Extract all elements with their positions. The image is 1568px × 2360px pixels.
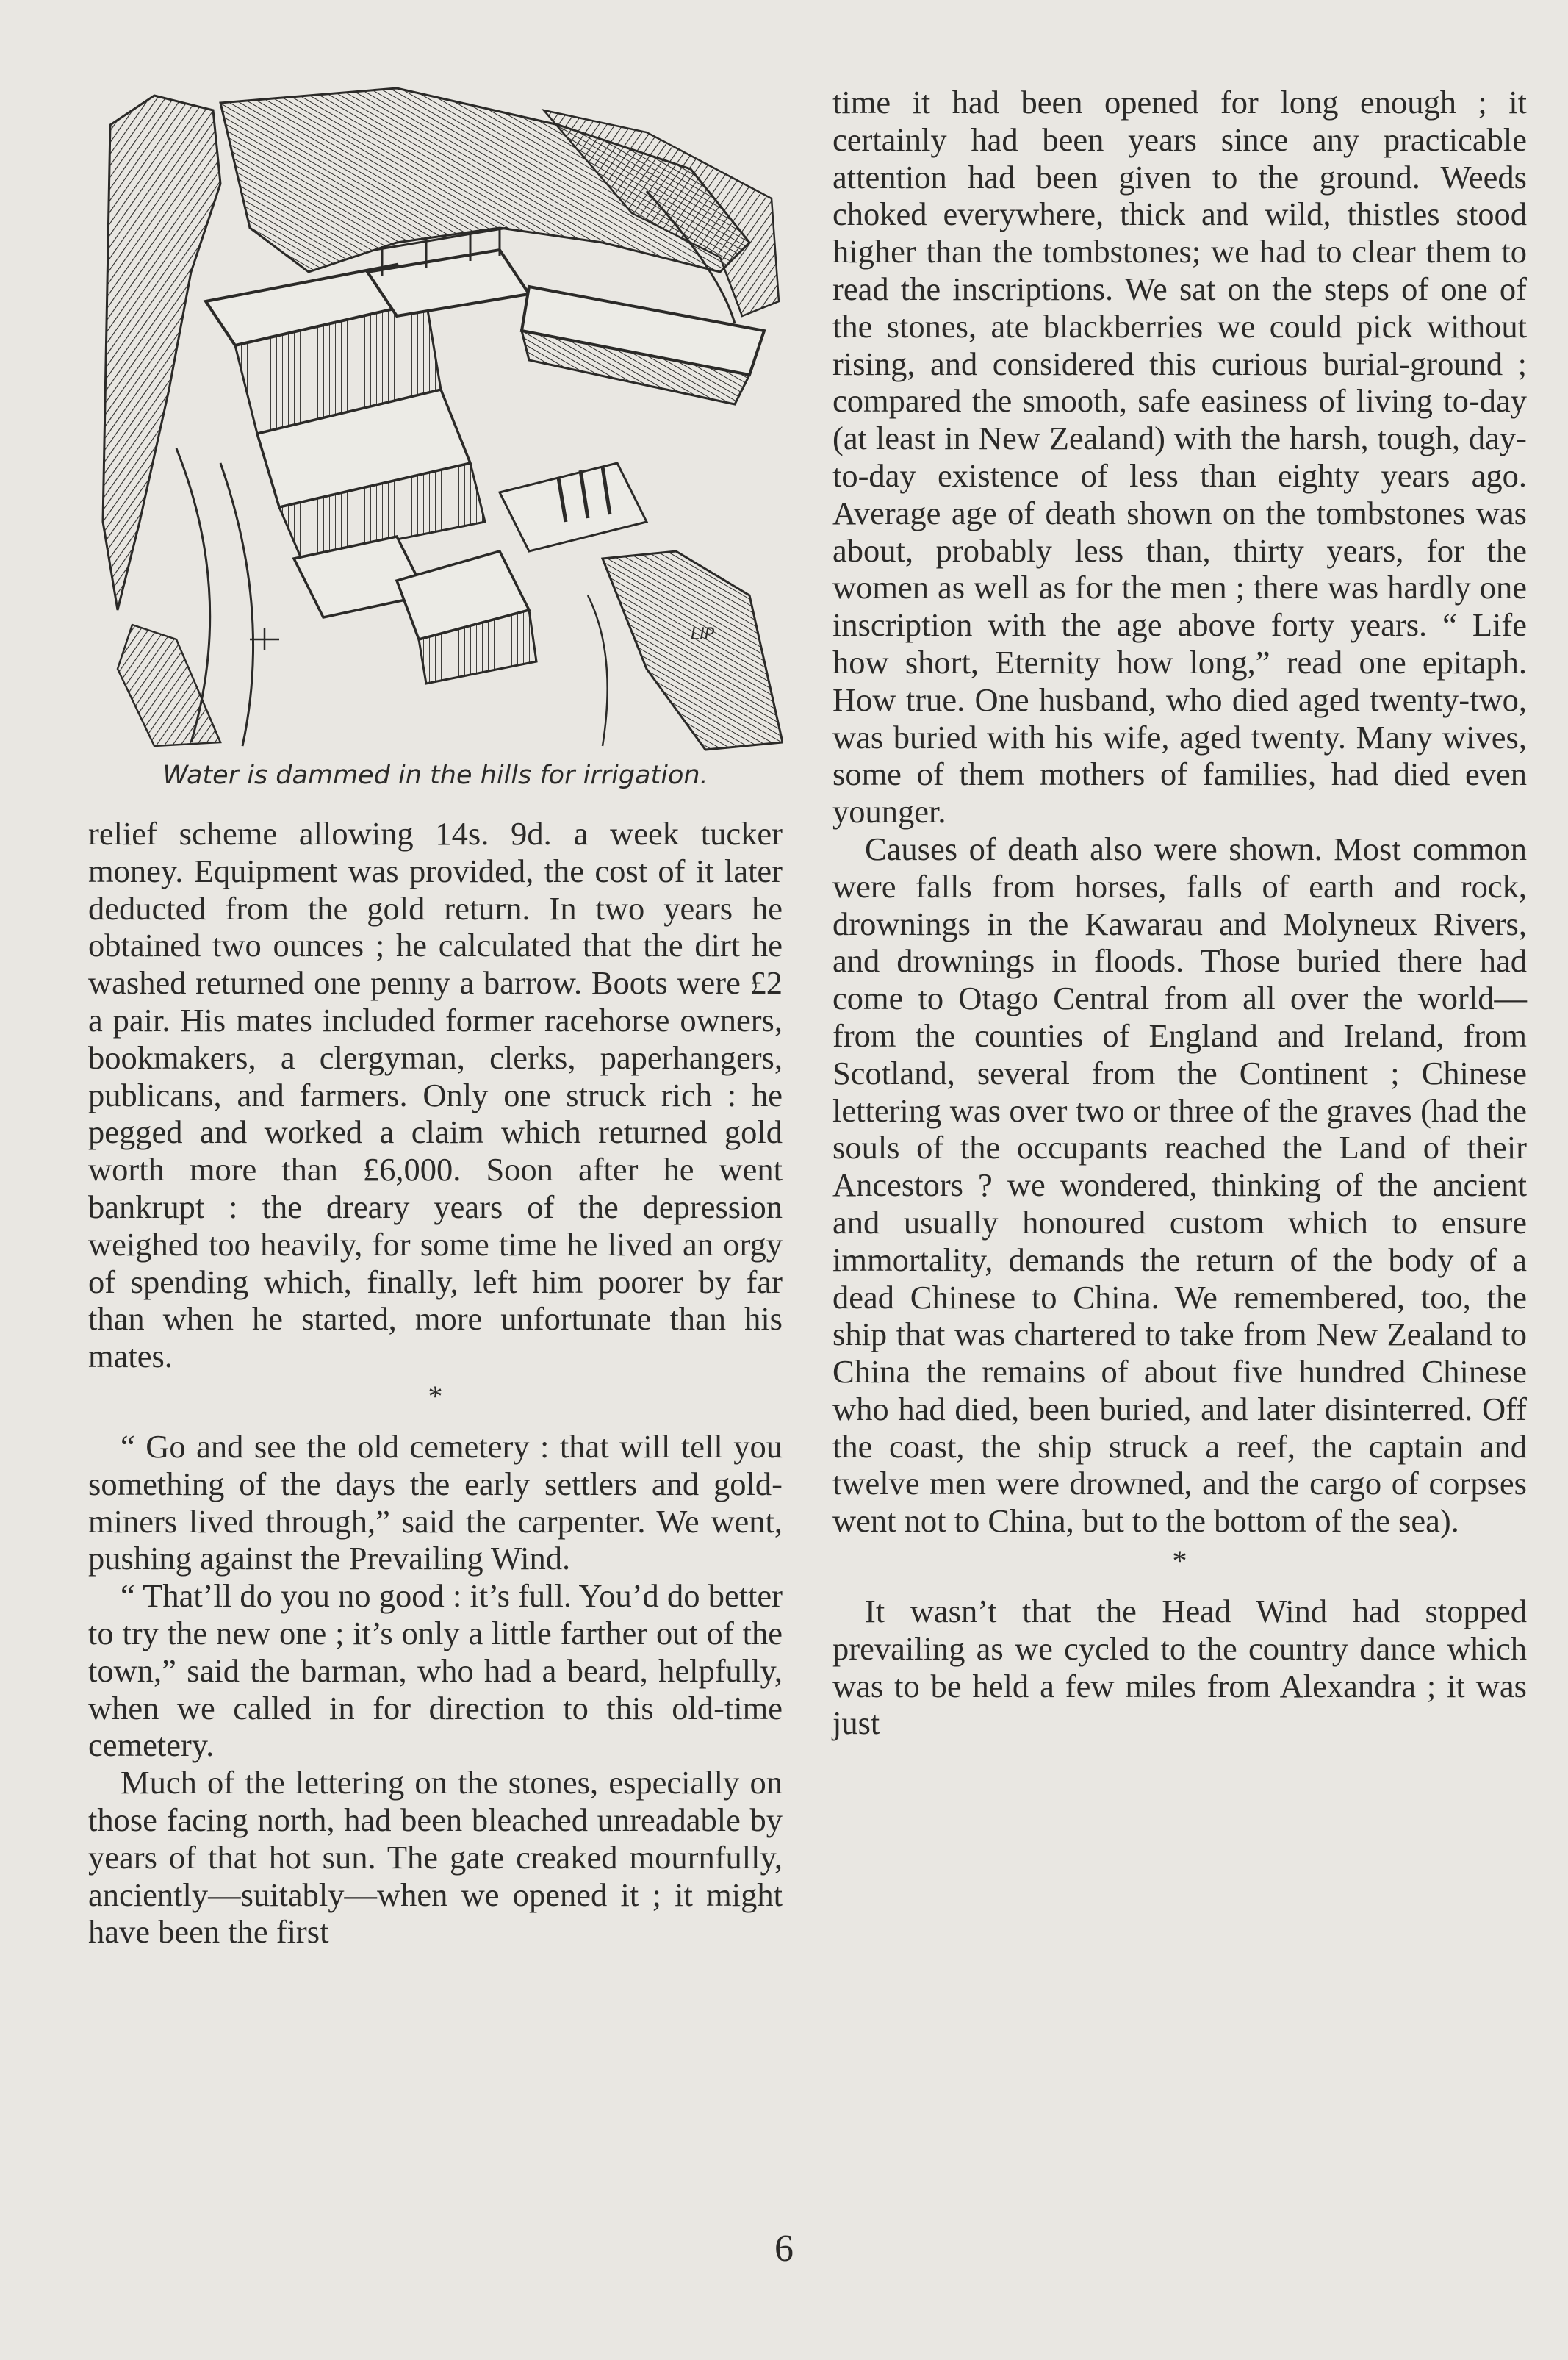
right-column (832, 84, 1527, 1742)
dam-illustration (88, 81, 783, 790)
paragraph: time it had been opened for long enough ; it certainly had been years since any practicable attention had been given to the ground. Weeds choked everywhere, thick and wild, thistles stood higher than the tombstones; we had to clear them to read the inscriptions. We sat on the steps of one of the stones, ate blackberries we could pick without rising, and considered this curious burial-ground ; compared the smooth, safe easiness of living to-day (at least in New Zealand) with the harsh, tough, day-to-day existence of less than eighty years ago. Average age of death shown on the tombstones was about, probably less than, thirty years, for the women as well as for the men ; there was hardly one inscription with the age above forty years. “ Life how short, Eternity how long,” read one epitaph. How true. One husband, who died aged twenty-two, was buried with his wife, aged twenty. Many wives, some of them mothers of families, had died even younger. (832, 84, 1527, 831)
section-separator: * (1172, 1544, 1187, 1578)
paragraph: Much of the lettering on the stones, especially on those facing north, had been bleached unreadable by years of that hot sun. The gate creaked mournfully, anciently—suitably—when we opened it ; it might have been the first (88, 1764, 783, 1951)
dam-sketch (88, 81, 783, 753)
paragraph: relief scheme allowing 14s. 9d. a week tucker money. Equipment was provided, the cost of it later deducted from the gold return. In two years he obtained two ounces ; he calculated that the dirt he washed returned one penny a barrow. Boots were £2 a pair. His mates included former racehorse owners, bookmakers, a clergyman, clerks, paperhangers, publicans, and farmers. Only one struck rich : he pegged and worked a claim which returned gold worth more than £6,000. Soon after he went bankrupt : the dreary years of the depression weighed too heavily, for some time he lived an orgy of spending which, finally, left him poorer by far than when he started, more unfortunate than his mates. (88, 815, 783, 1375)
page-number: 6 (774, 2228, 794, 2270)
paragraph: “ That’ll do you no good : it’s full. You’d do better to try the new one ; it’s only a little farther out of the town,” said the barman, who had a beard, helpfully, when we called in for direction to this old-time cemetery. (88, 1577, 783, 1764)
paragraph: “ Go and see the old cemetery : that will tell you something of the days the early settlers and gold-miners lived through,” said the carpenter. We went, pushing against the Prevailing Wind. (88, 1427, 783, 1577)
section-separator: * (428, 1379, 443, 1413)
paragraph: It wasn’t that the Head Wind had stopped prevailing as we cycled to the country dance which was to be held a few miles from Alexandra ; it was just (832, 1593, 1527, 1742)
left-column (88, 81, 783, 1951)
paragraph: Causes of death also were shown. Most common were falls from horses, falls of earth and rock, drownings in the Kawarau and Molyneux Rivers, and drownings in floods. Those buried there had come to Otago Central from all over the world—from the counties of England and Ireland, from Scotland, several from the Continent ; Chinese lettering was over two or three of the graves (had the souls of the occupants reached the Land of their Ancestors ? we wondered, thinking of the ancient and usually honoured custom which to ensure immortality, demands the return of the body of a dead Chinese to China. We remembered, too, the ship that was chartered to take from New Zealand to China the remains of about five hundred Chinese who had died, been buried, and later disinterred. Off the coast, the ship struck a reef, the captain and twelve men were drowned, and the cargo of corpses went not to China, but to the bottom of the sea). (832, 830, 1527, 1540)
artist-signature: LIP (691, 625, 715, 644)
figure-caption: Water is dammed in the hills for irrigation. (162, 761, 708, 790)
